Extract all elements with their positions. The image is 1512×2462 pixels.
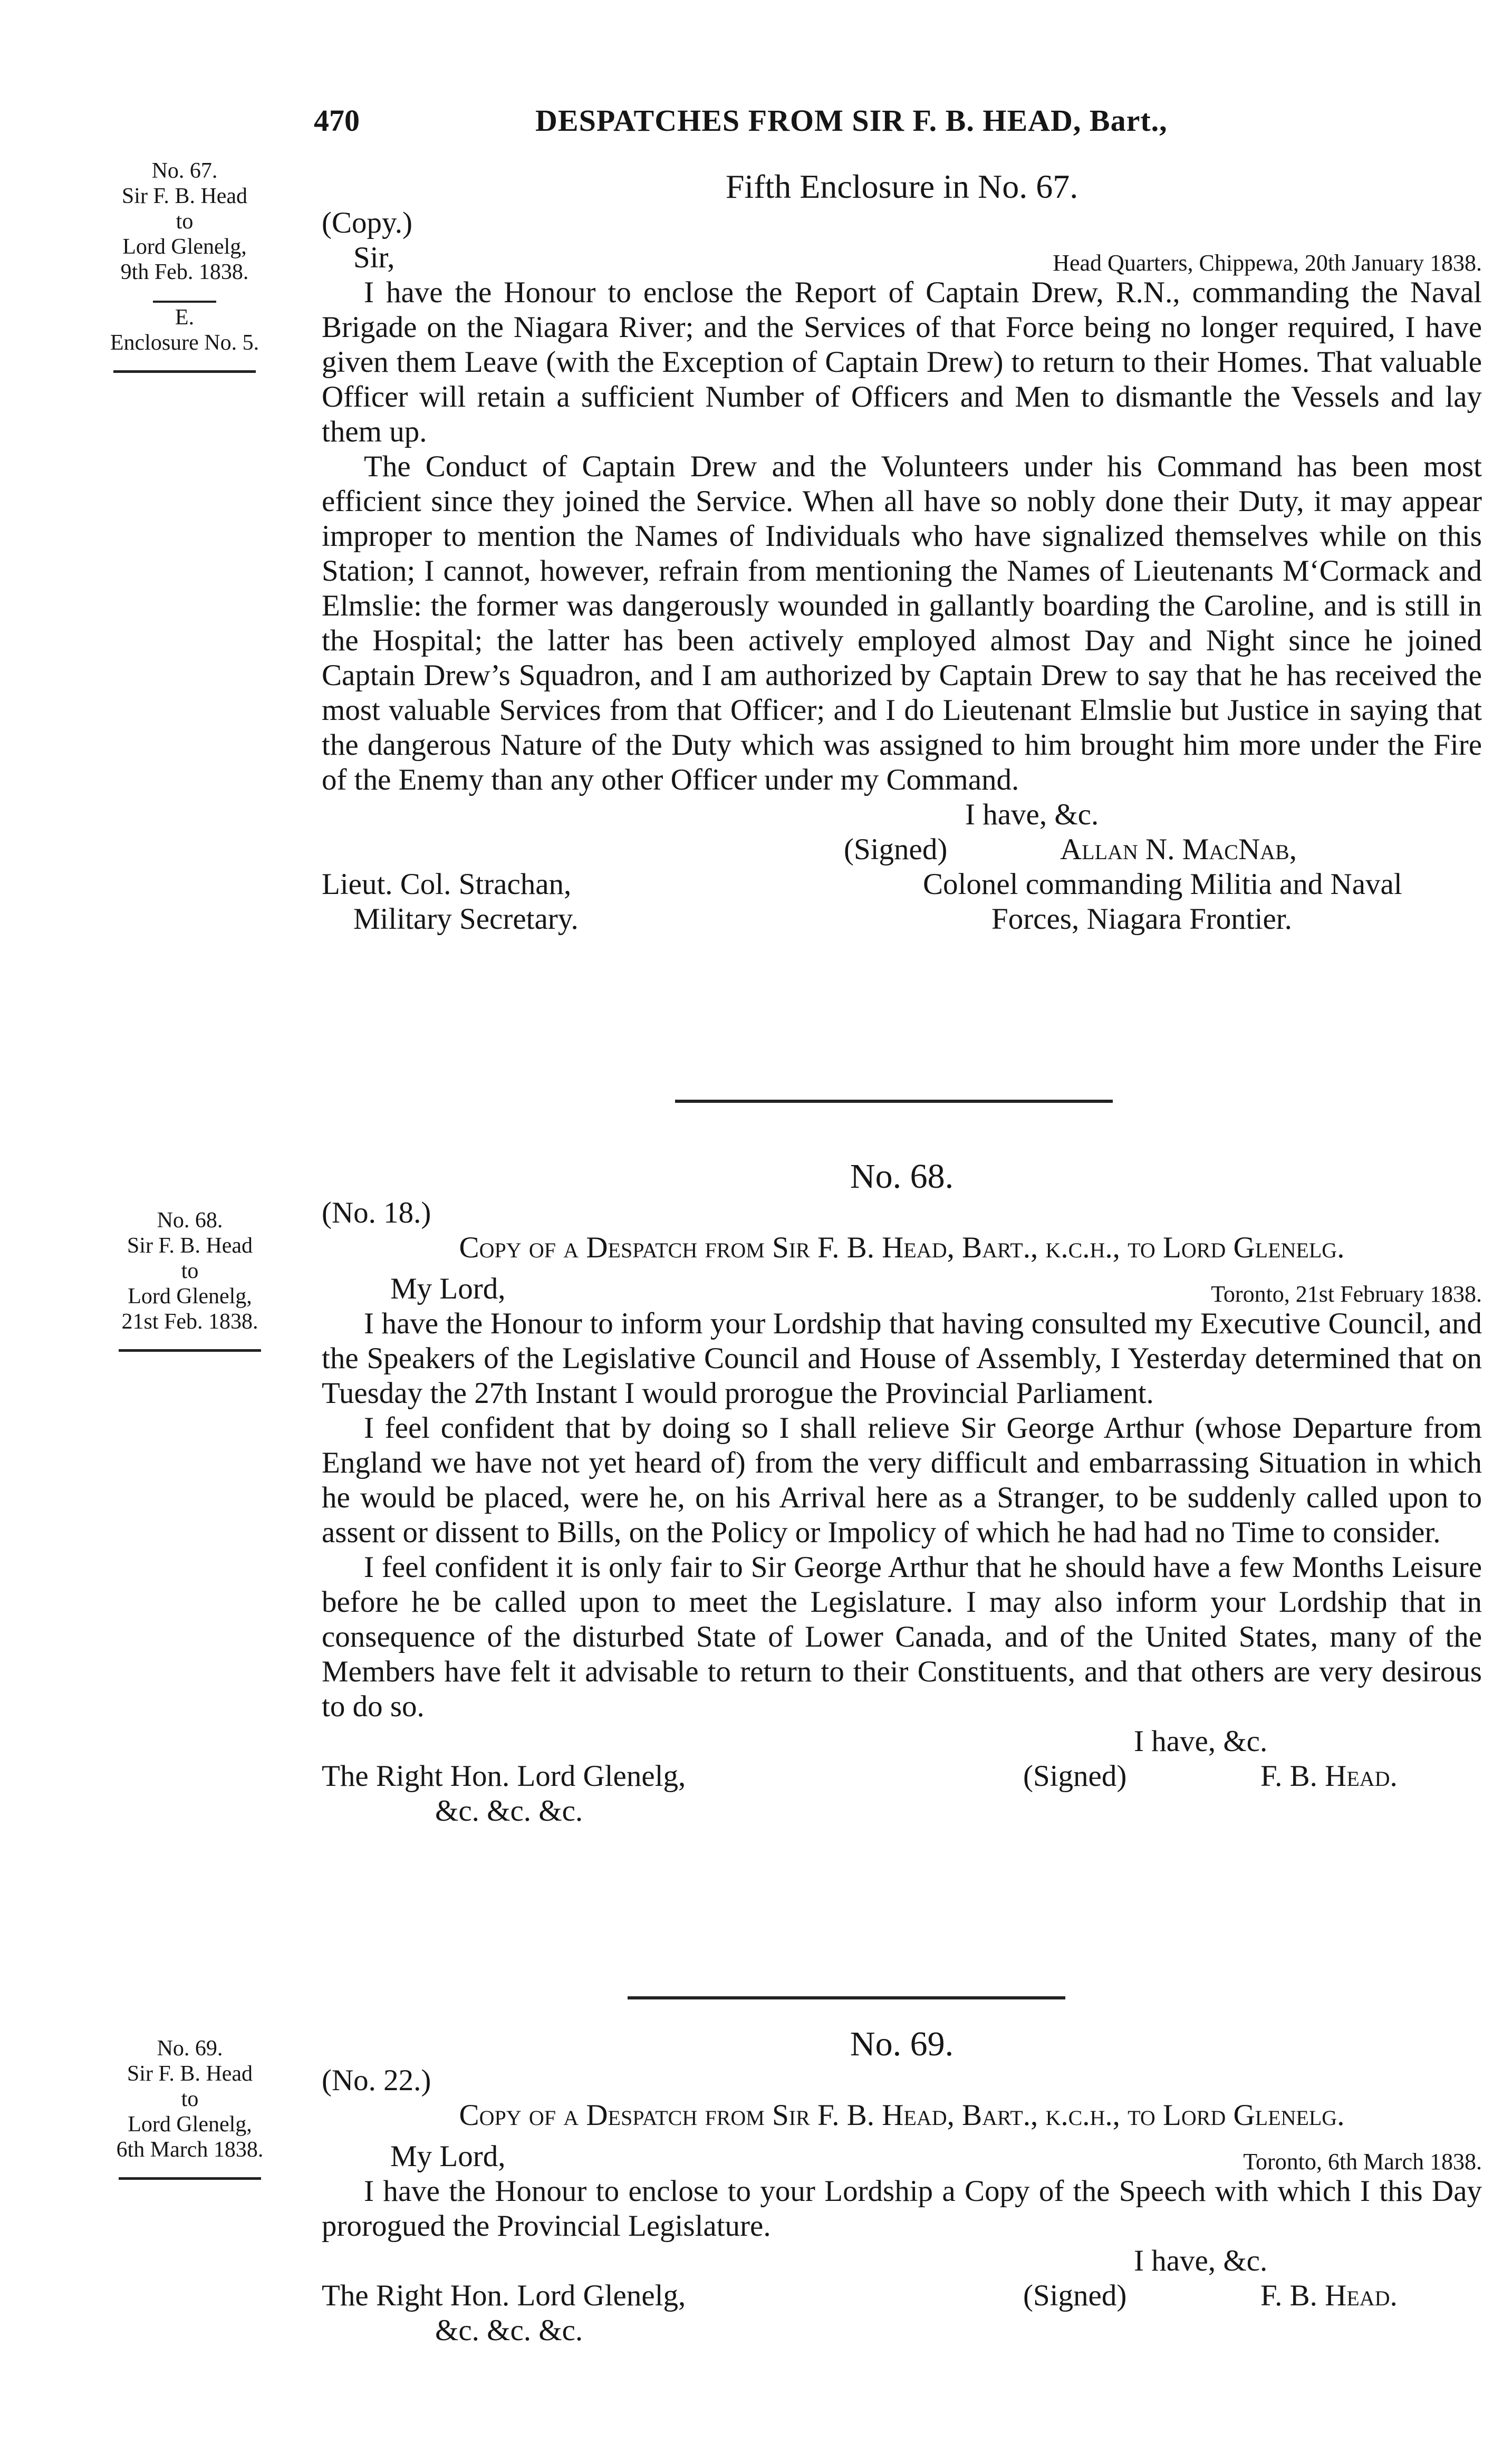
margin-line: to xyxy=(181,2087,199,2111)
margin-short-rule xyxy=(153,301,216,303)
signed-label: (Signed) xyxy=(1023,2279,1127,2312)
despatch-68 xyxy=(322,1158,1482,1829)
paragraph: I have the Honour to inform your Lordship that having consulted my Executive Council, and the Speakers of the Legislative Council and House of Assembly, I Yesterday determined that on Tuesday the 27th Instant I would prorogue the Provincial Parliament. xyxy=(322,1307,1482,1410)
signed-label: (Signed) xyxy=(844,833,948,866)
closing-row xyxy=(322,797,1482,832)
place-date: Head Quarters, Chippewa, 20th January 1838. xyxy=(1053,250,1482,276)
signer-title: Colonel commanding Militia and Naval xyxy=(923,868,1402,901)
paragraph: The Conduct of Captain Drew and the Volunteers under his Command has been most efficient since they joined the Service. When all have so nobly done their Duty, it may appear improper to mention the Names of Individuals who have signalized themselves while on this Station; I cannot, however, refrain from mentioning the Names of Lieutenants M‘Cormack and Elmslie: the former was dangerously wounded in gallantly boarding the Caroline, and is still in the Hospital; the latter has been actively employed almost Day and Night since he joined Captain Drew’s Squadron, and I am authorized by Captain Drew to say that he has received the most valuable Services from that Officer; and I do Lieutenant Elmslie but Justice in saying that the dangerous Nature of the Duty which was assigned to him brought him more under the Fire of the Enemy than any other Officer under my Command. xyxy=(322,450,1482,796)
salutation-row xyxy=(322,241,1482,275)
margin-line: E. xyxy=(175,305,195,330)
addressee-row xyxy=(322,1794,1482,1829)
addressee: Lieut. Col. Strachan, xyxy=(322,868,572,901)
margin-line: 9th Feb. 1838. xyxy=(120,260,249,284)
signer-name: F. B. Head. xyxy=(1260,1759,1398,1793)
salutation-row xyxy=(322,2139,1482,2174)
addressee: The Right Hon. Lord Glenelg, xyxy=(322,2279,686,2312)
signature-row xyxy=(322,1759,1482,1794)
margin-note-68 xyxy=(63,1208,316,1352)
paragraph: I feel confident it is only fair to Sir George Arthur that he should have a few Months Leisure before he be called upon to meet the Legislature. I may also inform your Lordship that in consequence of the disturbed State of Lower Canada, and of the United States, many of the Members have felt it advisable to return to their Constituents, and that others are very desirous to do so. xyxy=(322,1551,1482,1723)
despatch-heading: Copy of a Despatch from Sir F. B. Head, Bart., k.c.h., to Lord Glenelg. xyxy=(459,2099,1345,2132)
salutation: My Lord, xyxy=(390,1272,506,1305)
margin-note-69 xyxy=(63,2036,316,2180)
margin-rule xyxy=(113,370,256,373)
page-header xyxy=(0,103,1512,150)
paragraph: I have the Honour to enclose to your Lordship a Copy of the Speech with which I this Day prorogued the Provincial Legislature. xyxy=(322,2175,1482,2243)
place-date: Toronto, 6th March 1838. xyxy=(1243,2149,1482,2175)
addressee-etc: &c. &c. &c. xyxy=(435,2314,583,2347)
margin-rule xyxy=(119,2177,261,2180)
running-title: DESPATCHES FROM SIR F. B. HEAD, Bart., xyxy=(535,103,1168,138)
section-divider xyxy=(628,1996,1065,1999)
salutation: My Lord, xyxy=(390,2140,506,2173)
enclosure-heading: Fifth Enclosure in No. 67. xyxy=(725,168,1078,205)
margin-line: Sir F. B. Head xyxy=(127,2062,253,2086)
margin-note-67 xyxy=(37,158,332,373)
signature-row xyxy=(322,2278,1482,2313)
despatch-ref: (No. 22.) xyxy=(322,2064,431,2097)
despatch-heading: Copy of a Despatch from Sir F. B. Head, Bart., k.c.h., to Lord Glenelg. xyxy=(459,1231,1345,1264)
enclosure-section xyxy=(322,168,1482,937)
despatch-ref: (No. 18.) xyxy=(322,1196,431,1229)
despatch-69 xyxy=(322,2025,1482,2348)
margin-line: Lord Glenelg, xyxy=(122,235,247,259)
addressee: Military Secretary. xyxy=(353,902,579,936)
addressee: The Right Hon. Lord Glenelg, xyxy=(322,1759,686,1793)
page-number: 470 xyxy=(314,103,360,138)
addressee-etc: &c. &c. &c. xyxy=(435,1794,583,1828)
closing-row xyxy=(322,1724,1482,1759)
paragraph: I have the Honour to enclose the Report of Captain Drew, R.N., commanding the Naval Brigade on the Niagara River; and the Services of that Force being no longer required, I have given them Leave (with the Exception of Captain Drew) to return to their Homes. That valuable Officer will retain a sufficient Number of Officers and Men to dismantle the Vessels and lay them up. xyxy=(322,276,1482,448)
closing: I have, &c. xyxy=(965,798,1099,831)
margin-line: Sir F. B. Head xyxy=(121,184,248,208)
place-date: Toronto, 21st February 1838. xyxy=(1211,1281,1482,1307)
margin-line: 21st Feb. 1838. xyxy=(121,1310,258,1334)
signer-name: F. B. Head. xyxy=(1260,2279,1398,2312)
salutation: Sir, xyxy=(353,241,395,274)
margin-line: to xyxy=(181,1259,199,1283)
closing: I have, &c. xyxy=(1134,1725,1268,1758)
margin-line: No. 68. xyxy=(157,1208,223,1233)
section-divider xyxy=(675,1100,1113,1103)
signer-title: Forces, Niagara Frontier. xyxy=(991,902,1292,936)
signer-name: Allan N. MacNab, xyxy=(1060,833,1297,866)
signature-row xyxy=(322,867,1482,902)
salutation-row xyxy=(322,1272,1482,1306)
margin-line: No. 69. xyxy=(157,2036,223,2061)
margin-rule xyxy=(119,1349,261,1352)
despatch-number: No. 68. xyxy=(850,1157,954,1196)
closing: I have, &c. xyxy=(1134,2244,1268,2277)
despatch-number: No. 69. xyxy=(850,2025,954,2063)
margin-line: Sir F. B. Head xyxy=(127,1234,253,1258)
margin-line: Enclosure No. 5. xyxy=(110,331,259,355)
margin-line: Lord Glenelg, xyxy=(128,2112,252,2137)
margin-line: 6th March 1838. xyxy=(116,2138,264,2162)
signed-label: (Signed) xyxy=(1023,1759,1127,1793)
margin-line: to xyxy=(176,209,194,234)
margin-line: No. 67. xyxy=(151,159,218,183)
closing-row xyxy=(322,2244,1482,2278)
addressee-row xyxy=(322,2313,1482,2348)
paragraph: I feel confident that by doing so I shall relieve Sir George Arthur (whose Departure from England we have not yet heard of) from the very difficult and embarrassing Situation in which he would be placed, were he, on his Arrival here as a Stranger, to be suddenly called upon to assent or dissent to Bills, on the Policy or Impolicy of which he had had no Time to consider. xyxy=(322,1411,1482,1549)
signature-row xyxy=(322,832,1482,867)
margin-line: Lord Glenelg, xyxy=(128,1284,252,1309)
copy-label: (Copy.) xyxy=(322,206,413,239)
signature-row xyxy=(322,902,1482,937)
